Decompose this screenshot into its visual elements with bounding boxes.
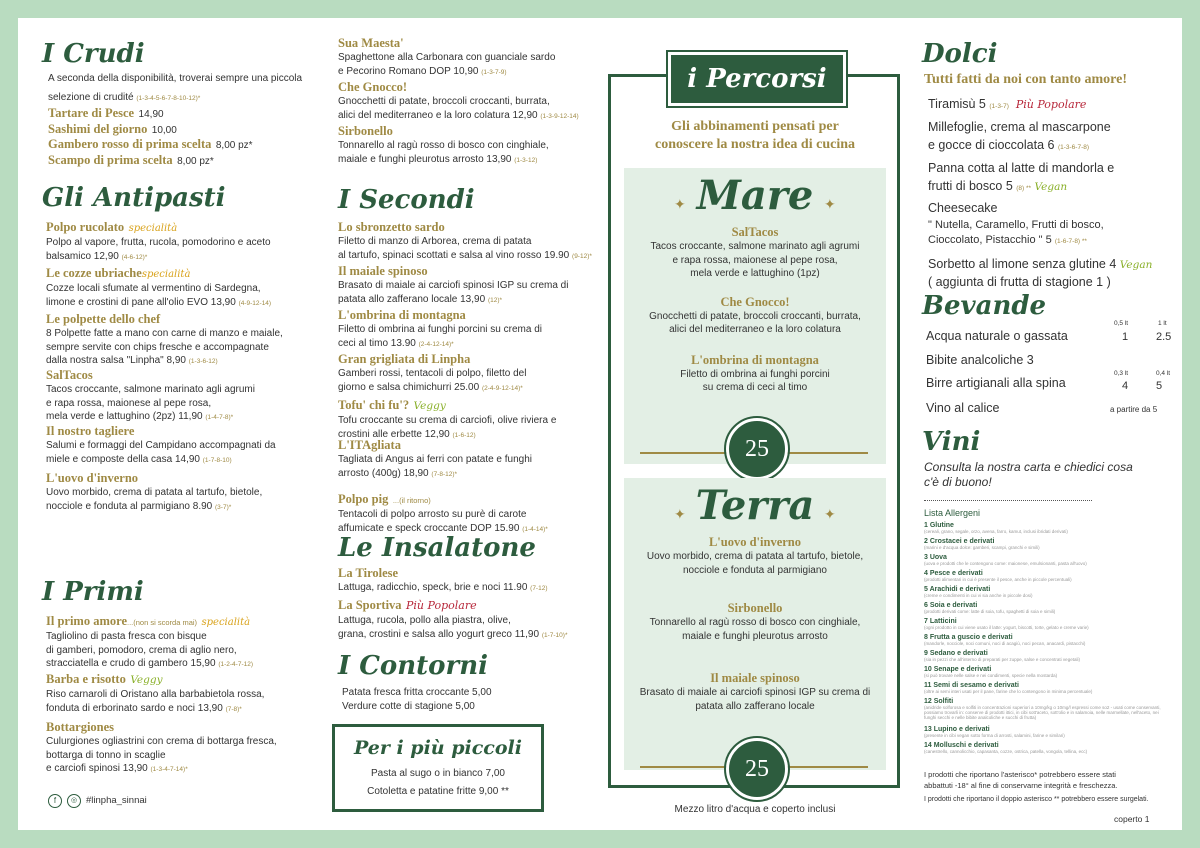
dolci-title: Dolci [922,39,998,69]
percorso-course: L'uovo d'inverno Uovo morbido, crema di patata al tartufo, bietole, nocciole e fonduta al parmigiano [646,535,864,576]
acqua-h1: 0,5 lt [1114,320,1129,327]
piccoli-item: Cotoletta e patatine fritte 9,00 ** [367,785,509,797]
acqua-price-1: 1 [1122,331,1129,343]
secondo-item: L'ombrina di montagna Filetto di ombrina ai funghi porcini su crema di ceci al timo 13.90 (2-4-12-14)* [338,308,542,349]
column-1 [42,18,332,830]
secondo-item: L'ITAgliata Tagliata di Angus ai ferri con patate e funghi arrosto (400g) 18,90 (7-8-12)* [338,438,533,479]
primo-item: Il primo amore...(non si scorda mai) specialità Tagliolino di pasta fresca con bisque di gamberi, pomodoro, crema di aglio nero, stracciatella e crudo di gambero 15,90 (1-2-4-7-12) [46,614,254,669]
contorni-title: I Contorni [338,651,488,681]
divider [924,500,1092,501]
percorso-course: SalTacos Tacos croccante, salmone marinato agli agrumi e rapa rossa, maionese al pepe rosa, mela verde e lattughino (1pz) [650,225,860,279]
antipasto-item: SalTacos Tacos croccante, salmone marinato agli agrumi e rapa rossa, maionese al pepe rosa, mela verde e lattughino (2pz) 11,90 (1-4-7-8)* [46,368,255,422]
allergen-item: 2 Crostacei e derivati (marini e d'acqua dolce: gamberi, scampi, granchi e simili) [924,538,1040,550]
facebook-icon[interactable]: f [48,794,62,808]
primi-title: I Primi [42,577,144,607]
bevanda-vino: Vino al calice [926,401,1000,415]
secondo-item: Tofu' chi fu'? Veggy Tofu croccante su crema di carciofi, olive riviera e crostini alle erbette 12,90 (1-6-12) [338,398,557,440]
percorsi-footer: Mezzo litro d'acqua e coperto inclusi [674,804,836,815]
diamond-icon: ✦ [824,506,836,522]
dolci-subtitle: Tutti fatti da noi con tanto amore! [924,72,1127,87]
dolce-item: Panna cotta al latte di mandorla e frutti di bosco 5 (8) ** Vegan [928,161,1115,193]
contorno-item: Patata fresca fritta croccante 5,00 [342,687,492,698]
birre-price-1: 4 [1122,380,1129,392]
coperto: coperto 1 [1114,814,1150,824]
diamond-icon: ✦ [674,506,686,522]
secondi-title: I Secondi [338,185,475,215]
allergen-item: 6 Soia e derivati (prodotti derivati come: latte di soia, tofu, spaghetti di soia e simili) [924,602,1056,614]
allergen-item: 10 Senape e derivati (si può trovare nelle salse e nei condimenti, specie nella mostarda) [924,666,1058,678]
dolce-item: Sorbetto al limone senza glutine 4 Vegan ( aggiunta di frutta di stagione 1 ) [928,257,1153,289]
antipasti-title: Gli Antipasti [42,183,226,213]
double-asterisk-note: I prodotti che riportano il doppio asterisco ** potrebbero essere surgelati. [924,796,1149,803]
secondo-item: Gran grigliata di Linpha Gamberi rossi, tentacoli di polpo, filetto del giorno e salsa chimichurri 25.00 (2-4-9-12-14)* [338,352,527,393]
primo-item: Sua Maesta' Spaghettone alla Carbonara con guanciale sardo e Pecorino Romano DOP 10,90 (1-3-7-9) [338,36,556,77]
piccoli-title: Per i più piccoli [353,737,522,759]
primo-item: Che Gnocco! Gnocchetti di patate, broccoli croccanti, burrata, alici del mediterraneo e la loro colatura 12,90 (1-3-9-12-14) [338,80,579,121]
vino-price: a partire da 5 [1110,405,1158,414]
insalata-item: La Sportiva Più Popolare Lattuga, rucola, pollo alla piastra, olive, grana, crostini e salsa allo yogurt greco 11,90 (1-7-10)* [338,598,568,640]
contorno-item: Verdure cotte di stagione 5,00 [342,701,475,712]
primo-item: Bottargiones Culurgiones ogliastrini con crema di bottarga fresca, bottarga di tonno in scaglie e carciofi spinosi 13,90 (1-3-4-7-14)* [46,720,277,774]
allergen-item: 14 Molluschi e derivati (canestrello, cannolicchio, capasanta, cozze, ostrica, patella, vongola, tellina, ecc) [924,742,1088,754]
birre-h2: 0,4 lt [1156,370,1171,377]
social-row [48,794,147,808]
dolce-item: Millefoglie, crema al mascarpone e gocce di cioccolata 6 (1-3-6-7-8) [928,120,1111,152]
mare-price: 25 [726,418,788,480]
allergen-item: 1 Glutine (cereali, grano, segale, orzo, avena, farro, kamut, inclusi ibridati derivati) [924,522,1068,534]
antipasto-item: Polpo rucolato specialità Polpo al vapore, frutta, rucola, pomodorino e aceto balsamico 12,90 (4-6-12)* [46,220,271,262]
allergen-item: 7 Latticini (ogni prodotto in cui viene usato il latte: yogurt, biscotti, torte, gelato e creme varie) [924,618,1089,630]
mare-heading: Mare [696,172,814,219]
allergen-item: 8 Frutta a guscio e derivati (mandorle, nocciole, noci comuni, noci di acagiù, noci pecan, anacardi, pistacchi) [924,634,1086,646]
menu-page [18,18,1182,830]
allergeni-list [924,522,1170,758]
vini-title: Vini [922,427,981,457]
social-handle: #linpha_sinnai [86,794,147,806]
crudi-item: Sashimi del giorno 10,00 [48,121,177,136]
allergen-item: 12 Solfiti (anidride solforosa e solfiti in concentrazioni superiori a 10mg/kg o 10mg/l espressi come so2 - usati come conservanti, possiamo trovarli in: conserve di prodotti ittici, in cibi sott'aceto, sott'olio e in salamoia, nelle marmellate, nell'aceto, nei funghi secchi e nelle bibite analcoliche e succhi di frutta) [924,698,1161,720]
crudi-item: Gambero rosso di prima scelta 8,00 pz* [48,137,253,151]
percorso-course: Sirbonello Tonnarello al ragù rosso di bosco con cinghiale, maiale e funghi pleurotus arrosto [649,601,861,642]
bevande-title: Bevande [922,291,1047,321]
crudi-intro-2: selezione di crudité (1-3-4-5-6-7-8-10-12)* [48,92,201,103]
percorso-course: Che Gnocco! Gnocchetti di patate, broccoli croccanti, burrata, alici del mediterraneo e la loro colatura [649,294,861,335]
dolce-item: Cheesecake " Nutella, Caramello, Frutti di bosco, Cioccolato, Pistacchio " 5 (1-6-7-8) ** [928,201,1104,246]
primo-item: Barba e risotto Veggy Riso carnaroli di Oristano alla barbabietola rossa, fonduta di erborinato sardo e noci 13,90 (7-8)* [46,672,265,714]
column-4 [922,18,1172,830]
allergen-item: 4 Pesce e derivati (prodotti alimentari in cui è presente il pesce, anche in piccole percentuali) [924,570,1072,582]
vini-text: Consulta la nostra carta e chiedici cosa c'è di buono! [924,460,1133,489]
insalata-item: La Tirolese Lattuga, radicchio, speck, brie e noci 11.90 (7-12) [338,566,548,593]
diamond-icon: ✦ [824,196,836,212]
allergen-item: 9 Sedano e derivati (sia in pezzi che all'interno di preparati per zuppe, salse e concentrati vegetali) [924,650,1080,662]
instagram-icon[interactable]: ◎ [67,794,81,808]
piccoli-item: Pasta al sugo o in bianco 7,00 [371,768,505,779]
piccoli-box [332,724,544,812]
asterisk-note: I prodotti che riportano l'asterisco* potrebbero essere stati abbattuti -18° al fine di conservarne integrità e freschezza. [924,770,1118,790]
antipasto-item: Le polpette dello chef 8 Polpette fatte a mano con carne di manzo e maiale, sempre servite con chips fresche e accompagnate dalla nostra salsa "Linpha" 8,90 (1-3-6-12) [46,312,283,366]
bevanda-bibite: Bibite analcoliche 3 [926,353,1034,367]
allergen-item: 13 Lupino e derivati (presente in cibi vegan sotto forma di arrosti, salamini, farine e similari) [924,726,1065,738]
birre-price-2: 5 [1156,380,1163,392]
crudi-item: Scampo di prima scelta 8,00 pz* [48,152,214,167]
acqua-h2: 1 lt [1158,320,1167,327]
antipasto-item: L'uovo d'inverno Uovo morbido, crema di patata al tartufo, bietole, nocciole e fonduta al parmigiano 8.90 (3-7)* [46,471,263,512]
allergen-item: 5 Arachidi e derivati (creme e condimenti in cui vi sia anche in piccole dosi) [924,586,1033,598]
insalatone-title: Le Insalatone [338,533,536,563]
terra-heading: Terra [695,482,815,529]
diamond-icon: ✦ [674,196,686,212]
percorsi-title: i Percorsi [668,52,846,106]
acqua-price-2: 2.5 [1156,331,1172,343]
terra-panel [624,478,886,770]
allergen-item: 11 Semi di sesamo e derivati (oltre ai semi interi usati per il pane, farine che lo contengono in minima percentuale) [924,682,1093,694]
terra-price: 25 [726,738,788,800]
secondo-item: Lo sbronzetto sardo Filetto di manzo di Arborea, crema di patata al tartufo, spinaci scottati e salsa al vino rosso 19.90 (9-12)* [338,220,592,261]
secondo-item: Polpo pig ...(il ritorno) Tentacoli di polpo arrosto su purè di carote affumicate e speck croccante DOP 15.90 (1-4-14)* [338,492,548,534]
crudi-item: Tartare di Pesce 14,90 [48,106,164,120]
bevanda-acqua: Acqua naturale o gassata [926,329,1068,343]
column-2 [338,18,610,830]
birre-h1: 0,3 lt [1114,370,1129,377]
percorsi-subtitle: Gli abbinamenti pensati per conoscere la nostra idea di cucina [654,119,855,152]
antipasto-item: Il nostro tagliere Salumi e formaggi del Campidano accompagnati da miele e composte della casa 14,90 (1-7-8-10) [46,424,276,465]
percorso-course: Il maiale spinoso Brasato di maiale ai carciofi spinosi IGP su crema di patata allo zafferano locale [639,671,871,712]
percorso-course: L'ombrina di montagna Filetto di ombrina ai funghi porcini su crema di ceci al timo [680,352,830,393]
bevanda-birre: Birre artigianali alla spina [926,376,1066,390]
antipasto-item: Le cozze ubriachespecialità Cozze locali sfumate al vermentino di Sardegna, limone e crostini di pane all'olio EVO 13,90 (4-9-12-14) [46,266,272,308]
secondo-item: Il maiale spinoso Brasato di maiale ai carciofi spinosi IGP su crema di patata allo zafferano locale 13,90 (12)* [338,264,569,305]
allergen-item: 3 Uova (uova e prodotti che le contengono come: maionese, emulsionanti, pasta all'uovo) [924,554,1087,566]
crudi-title: I Crudi [42,39,145,69]
crudi-intro: A seconda della disponibilità, troverai sempre una piccola [48,73,303,84]
crudi-list [48,104,253,166]
allergeni-title: Lista Allergeni [924,508,981,518]
dolce-item: Tiramisù 5 (1-3-7) Più Popolare [928,97,1087,111]
primo-item: Sirbonello Tonnarello al ragù rosso di bosco con cinghiale, maiale e funghi pleurotus arrosto 13,90 (1-3-12) [338,124,549,165]
